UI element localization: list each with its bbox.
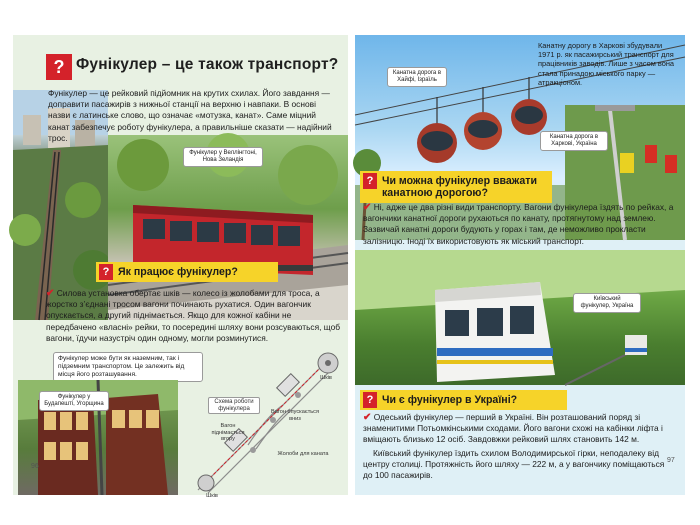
kharkiv-text: Канатну дорогу в Харкові збудували 1971 р. як пасажирський транспорт для працівників заводів. Лише з часом вона стала принадою міського парку — атракціоном.	[538, 41, 675, 87]
right-page	[355, 35, 685, 495]
left-page	[13, 35, 348, 499]
ukraine-body-1: Одеський фунікулер — перший в Україні. Він розташований поряд зі знаменитими Потьомкінськими сходами. Його вагони схожі на кабінки ліфта і вміщають близько 12 осіб. Завдовжки рейковий шлях становить 142 м.	[363, 412, 663, 445]
checkmark-icon: ✔	[46, 288, 55, 299]
ukraine-text-1	[363, 412, 681, 446]
section-heading-cable-car-text: Чи можна фунікулер вважати канатною дорогою?	[382, 175, 537, 199]
diagram-title: Схема роботи фунікулера	[208, 397, 260, 414]
section-heading-ukraine-text: Чи є фунікулер в Україні?	[382, 394, 518, 406]
question-marker-icon: ?	[363, 173, 377, 189]
page-title: Фунікулер – це також транспорт?	[76, 56, 339, 73]
wellington-caption: Фунікулер у Веллінгтоні, Нова Зеландія	[183, 147, 263, 167]
checkmark-icon: ✔	[363, 412, 372, 423]
intro-text: Фунікулер — це рейковий підйомник на крутих схилах. Його завдання — доправити пасажирів з нижньої станції на верхню і навпаки. В основі назви є латинське слово, що означає «мотузка, канат». Саме міцний канат забезпечує роботу фунікулера, а правильніше сказати — надійний трос.	[48, 88, 332, 143]
section-heading-ukraine	[360, 390, 567, 410]
kharkiv-caption: Канатна дорога в Харкові, Україна	[540, 131, 608, 151]
section-heading-how-it-works	[96, 262, 278, 282]
budapest-caption: Фунікулер у Будапешті, Угорщина	[39, 391, 109, 411]
diagram-label-car-down: Вагон опускається вниз	[270, 409, 320, 422]
question-marker-icon: ?	[99, 264, 113, 280]
question-marker-icon: ?	[363, 392, 377, 408]
checkmark-icon: ✔	[363, 202, 372, 213]
diagram-label-pulley-bottom: Шків	[206, 493, 218, 499]
ukraine-text-2: Київський фунікулер їздить схилом Володимирської гірки, неподалеку від центру столиці. Протяжність його шляху — 222 м, а у вагончику поміщаються до 100 пасажирів.	[363, 448, 665, 481]
page-number-right: 97	[667, 457, 675, 464]
page-title-band	[46, 54, 346, 80]
question-badge: ?	[46, 54, 72, 80]
diagram-label-car-up: Вагон піднімається вгору	[211, 423, 245, 442]
kyiv-caption: Київський фунікулер, Україна	[573, 293, 641, 313]
how-it-works-body: Силова установка обертає шків — колесо із жолобами для троса, а жорстко з’єднані тросом вагони починають рухатися. Один вагончик опускається, а другий піднімається. Якщо для кожної кабіни не передбачено «власні» рейки, то посередині шляху вони розсуваються, щоб вагони, їдучи назустріч один одному, могли розминутися.	[46, 288, 341, 343]
cable-car-text	[363, 202, 681, 247]
page-number-left: 96	[31, 463, 39, 470]
section-heading-how-it-works-text: Як працює фунікулер?	[118, 266, 238, 278]
cable-car-body: Ні, адже це два різні види транспорту. Вагони фунікулера їздять по рейках, а вагончики канатної дороги рухаються по канату, протягнутому над землею. Зазвичай канатні дороги будують у горах і там, де неможливо прокласти залізницю. Іноді їх використовують як міський транспорт.	[363, 202, 674, 246]
diagram-label-track: Жолоби для каната	[277, 451, 329, 457]
haifa-caption: Канатна дорога в Хайфі, Ізраїль	[387, 67, 447, 87]
kyiv-funicular-photo	[355, 250, 685, 385]
funicular-diagram	[178, 325, 348, 499]
section-heading-cable-car	[360, 171, 552, 203]
diagram-label-pulley-top: Шків	[320, 375, 332, 381]
underground-callout: Фунікулер може бути як наземним, так і підземним транспортом. Це залежить від місця його розташування.	[53, 352, 203, 382]
